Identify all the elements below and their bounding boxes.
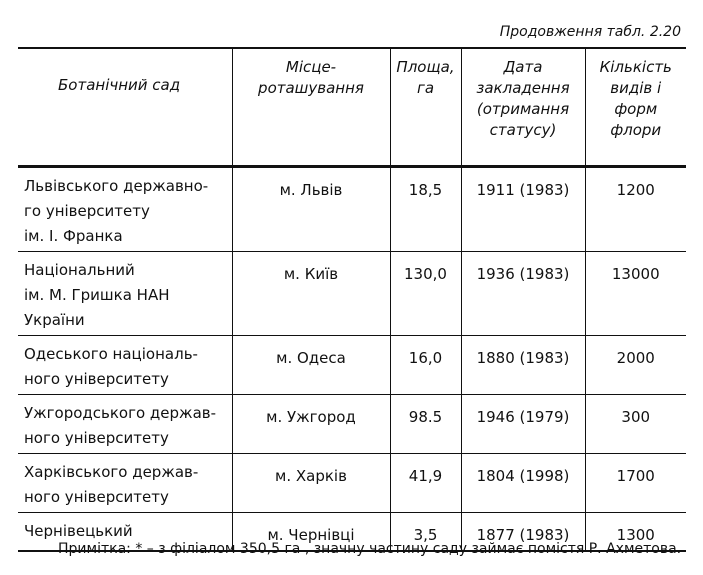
cell-area: 18,5 — [390, 166, 461, 251]
cell-garden: Харківського держав- ного університету — [18, 453, 232, 512]
table-note: Примітка: * – з філіалом 350,5 га , значну частину саду займає помістя Р. Ахметова. — [58, 541, 682, 557]
botanical-gardens-table — [18, 47, 686, 552]
cell-location: м. Львів — [232, 166, 390, 251]
cell-species: 1700 — [585, 453, 686, 512]
cell-species: 1300 — [585, 512, 686, 551]
cell-location: м. Харків — [232, 453, 390, 512]
table-caption: Продовження табл. 2.20 — [499, 24, 681, 40]
cell-garden: Національний ім. М. Гришка НАН України — [18, 251, 232, 335]
cell-garden: Чернівецький — [18, 512, 232, 551]
table-row — [18, 251, 686, 335]
cell-date: 1880 (1983) — [461, 335, 585, 394]
header-species: Кількість видів і форм флори — [585, 48, 686, 166]
cell-area: 3,5 — [390, 512, 461, 551]
table-row — [18, 166, 686, 251]
cell-species: 1200 — [585, 166, 686, 251]
cell-location: м. Одеса — [232, 335, 390, 394]
cell-area: 98.5 — [390, 394, 461, 453]
cell-garden: Ужгородського держав- ного університету — [18, 394, 232, 453]
cell-date: 1936 (1983) — [461, 251, 585, 335]
header-area: Площа, га — [390, 48, 461, 166]
cell-species: 13000 — [585, 251, 686, 335]
header-date: Дата закладення (отримання статусу) — [461, 48, 585, 166]
cell-date: 1877 (1983) — [461, 512, 585, 551]
table-row — [18, 453, 686, 512]
header-garden: Ботанічний сад — [18, 48, 232, 166]
header-location: Місце- роташування — [232, 48, 390, 166]
cell-date: 1911 (1983) — [461, 166, 585, 251]
cell-garden: Львівського державно- го університету ім. І. Франка — [18, 166, 232, 251]
cell-area: 41,9 — [390, 453, 461, 512]
table-row — [18, 394, 686, 453]
header-row — [18, 48, 686, 166]
cell-species: 300 — [585, 394, 686, 453]
cell-garden: Одеського національ- ного університету — [18, 335, 232, 394]
cell-area: 130,0 — [390, 251, 461, 335]
cell-location: м. Київ — [232, 251, 390, 335]
table-row — [18, 335, 686, 394]
cell-location: м. Чернівці — [232, 512, 390, 551]
cell-date: 1946 (1979) — [461, 394, 585, 453]
cell-date: 1804 (1998) — [461, 453, 585, 512]
cell-area: 16,0 — [390, 335, 461, 394]
cell-location: м. Ужгород — [232, 394, 390, 453]
cell-species: 2000 — [585, 335, 686, 394]
